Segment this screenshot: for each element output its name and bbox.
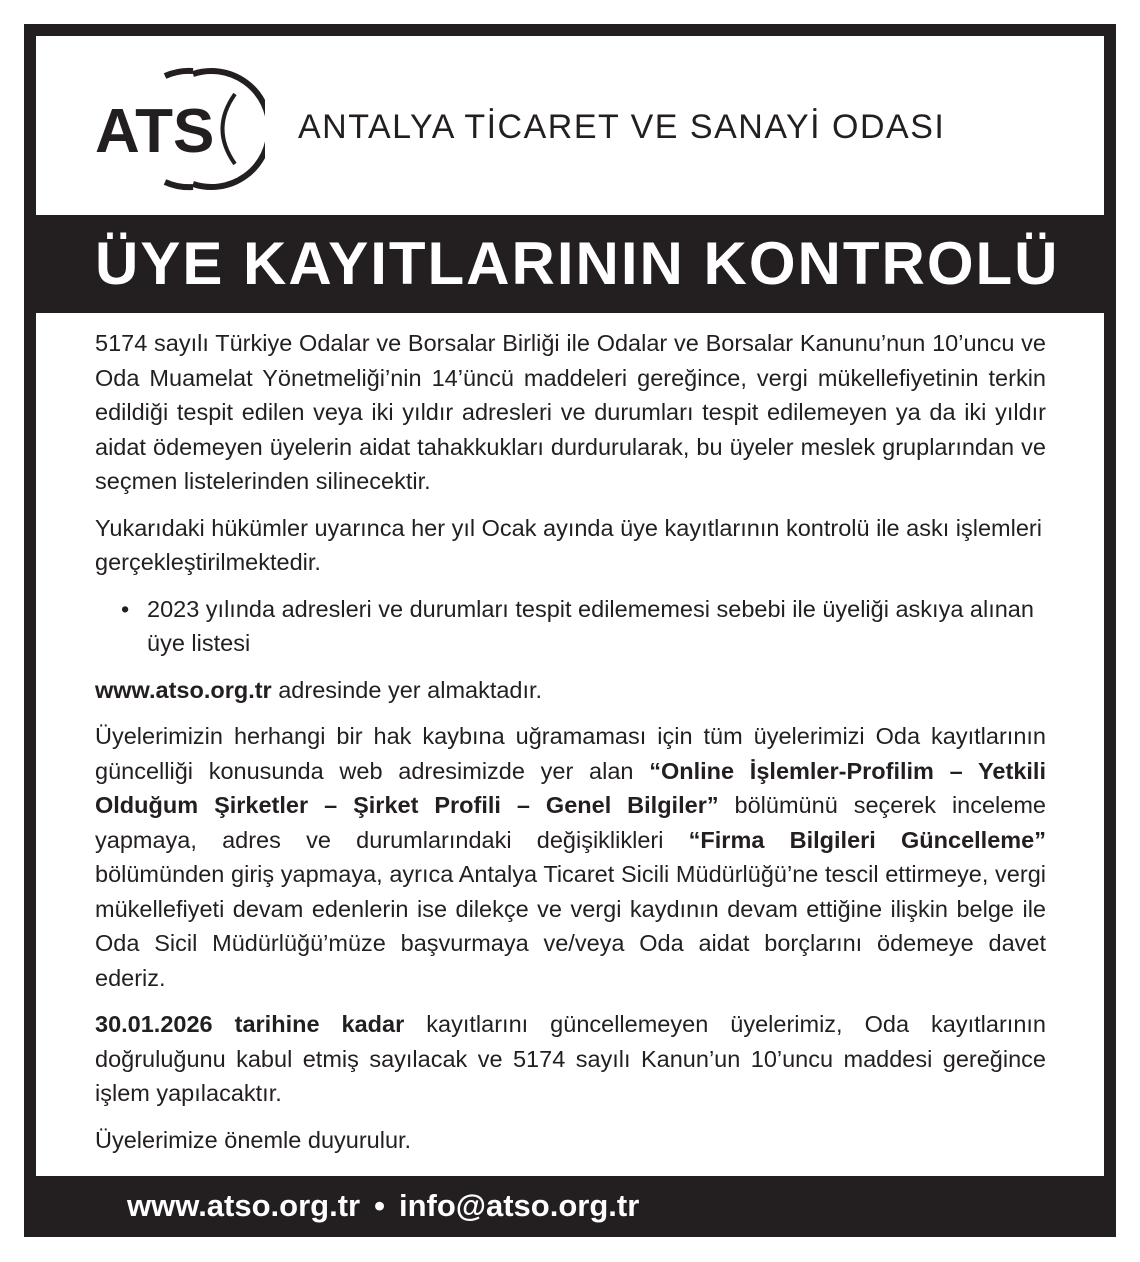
list-item [121, 592, 1046, 661]
online-islemler-path: “Online İşlemler-Profilim – Yetkili Olduğum Şirketler – Şirket Profili – Genel Bilgiler” [95, 757, 1046, 818]
firma-guncelleme-section: “Firma Bilgileri Güncelleme” [688, 826, 1046, 853]
paragraph-text: bölümünü seçerek inceleme yapmaya, adres ve durumlarındaki değişiklikleri [95, 792, 1046, 853]
paragraph-text: Üyelerimizin herhangi bir hak kaybına uğramaması için tüm üyelerimizi Oda kayıtlarının güncelliği konusunda web adresimizde yer alan [95, 723, 1046, 784]
paragraph-instructions [95, 719, 1046, 995]
paragraph-text: kayıtlarını güncellemeyen üyelerimiz, Oda kayıtlarının doğruluğunu kabul etmiş sayılacak ve 5174 sayılı Kanun’un 10’uncu maddesi gereğince işlem yapılacaktır. [95, 1011, 1046, 1106]
paragraph-legal-basis: 5174 sayılı Türkiye Odalar ve Borsalar Birliği ile Odalar ve Borsalar Kanunu’nun 10’uncu ve Oda Muamelat Yönetmeliği’nin 14’üncü maddeleri gereğince, vergi mükellefiyetinin terkin edildiği tespit edilen veya iki yıldır adresleri ve durumları tespit edilemeyen ya da iki yıldır aidat ödemeyen üyelerin aidat tahakkukları durdurularak, bu üyeler meslek gruplarından ve seçmen listelerinden silinecektir. [95, 330, 1046, 494]
document-frame [24, 24, 1116, 1237]
paragraph-deadline [95, 1007, 1046, 1111]
footer-website-link[interactable]: www.atso.org.tr [127, 1188, 361, 1223]
organization-name: ANTALYA TİCARET VE SANAYİ ODASI [298, 108, 946, 146]
paragraph-annual-check: Yukarıdaki hükümler uyarınca her yıl Ocak ayında üye kayıtlarının kontrolü ile askı işlemleri gerçekleştirilmektedir. [95, 514, 1042, 575]
deadline-date: 30.01.2026 tarihine kadar [95, 1011, 405, 1037]
announcement-body [95, 326, 1046, 1169]
title-bar [36, 215, 1104, 313]
header [36, 36, 1104, 215]
paragraph-text: bölümünden giriş yapmaya, ayrıca Antalya Ticaret Sicili Müdürlüğü’ne tescil ettirmeye, vergi mükellefiyeti devam edenlerin ise dilekçe ve vergi kaydının devam ettiğine ilişkin belge ile Oda Sicil Müdürlüğü’müze başvurmaya ve/veya Oda aidat borçlarını ödemeye davet ederiz. [95, 861, 1046, 991]
svg-text:ATS: ATS [95, 97, 215, 166]
paragraph-closing: Üyelerimize önemle duyurulur. [95, 1126, 412, 1153]
list-item-text: 2023 yılında adresleri ve durumları tespit edilememesi sebebi ile üyeliği askıya alınan üye listesi [147, 595, 1034, 656]
website-link[interactable]: www.atso.org.tr [95, 676, 272, 703]
ats-logo-icon [95, 64, 265, 194]
page-title: ÜYE KAYITLARININ KONTROLÜ [95, 230, 1060, 297]
paragraph-website [95, 673, 1046, 708]
bullet-icon: • [121, 595, 130, 622]
footer-bar [94, 1176, 1116, 1237]
footer-contact [127, 1188, 639, 1224]
paragraph-text: adresinde yer almaktadır. [271, 676, 543, 703]
footer-email-link[interactable]: info@atso.org.tr [398, 1188, 640, 1223]
document-inner [36, 36, 1104, 1176]
separator-dot-icon: • [374, 1188, 385, 1223]
bullet-list [95, 592, 1046, 661]
